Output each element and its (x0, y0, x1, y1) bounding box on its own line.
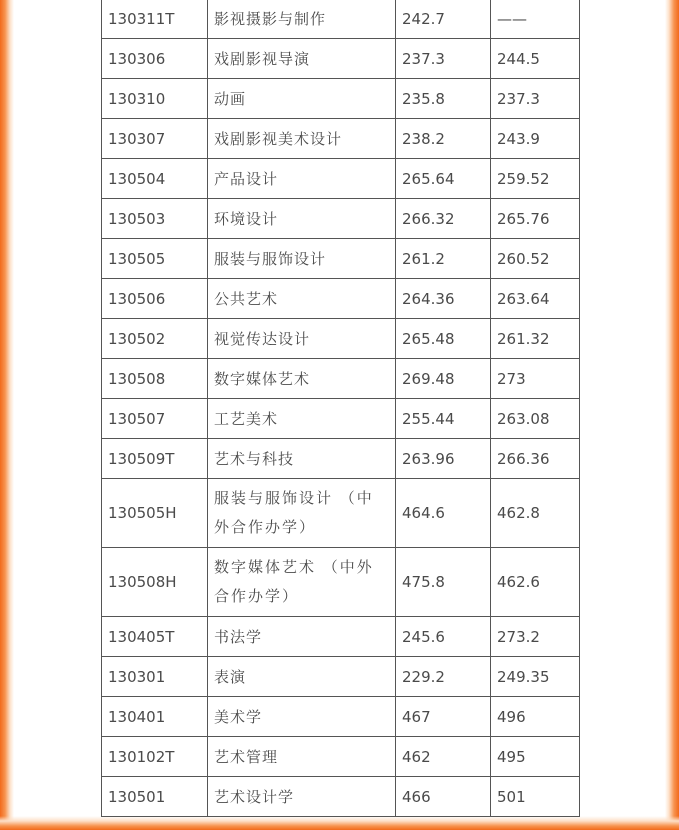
score-cell: 462 (396, 737, 491, 777)
score-cell: 269.48 (396, 359, 491, 399)
table-row (102, 777, 580, 817)
score-cell: 263.64 (491, 279, 580, 319)
score-cell: 266.36 (491, 439, 580, 479)
major-code-cell: 130508H (102, 548, 208, 617)
score-cell: 261.2 (396, 239, 491, 279)
major-code-cell: 130505H (102, 479, 208, 548)
major-name-cell: 工艺美术 (208, 399, 396, 439)
table-row (102, 617, 580, 657)
table-row (102, 399, 580, 439)
score-cell: 229.2 (396, 657, 491, 697)
score-cell: 235.8 (396, 79, 491, 119)
score-cell: 260.52 (491, 239, 580, 279)
major-name-cell: 戏剧影视导演 (208, 39, 396, 79)
major-name-cell: 戏剧影视美术设计 (208, 119, 396, 159)
table-row (102, 39, 580, 79)
score-cell: 462.6 (491, 548, 580, 617)
score-cell: 467 (396, 697, 491, 737)
table-row (102, 79, 580, 119)
score-cell: 244.5 (491, 39, 580, 79)
major-name-cell: 视觉传达设计 (208, 319, 396, 359)
major-name-cell: 艺术设计学 (208, 777, 396, 817)
major-name-cell: 影视摄影与制作 (208, 0, 396, 39)
table-row (102, 319, 580, 359)
major-name-cell: 服装与服饰设计 （中外合作办学） (208, 479, 396, 548)
major-name-cell: 数字媒体艺术 (208, 359, 396, 399)
major-name-cell: 表演 (208, 657, 396, 697)
score-cell: 237.3 (491, 79, 580, 119)
major-code-cell: 130507 (102, 399, 208, 439)
score-cell: 266.32 (396, 199, 491, 239)
score-cell: 265.64 (396, 159, 491, 199)
major-code-cell: 130307 (102, 119, 208, 159)
frame-left-edge (0, 0, 14, 830)
table-row (102, 548, 580, 617)
major-code-cell: 130301 (102, 657, 208, 697)
major-name-cell: 数字媒体艺术 （中外合作办学） (208, 548, 396, 617)
table-row (102, 657, 580, 697)
major-name-cell: 产品设计 (208, 159, 396, 199)
major-code-cell: 130503 (102, 199, 208, 239)
score-cell: 255.44 (396, 399, 491, 439)
major-code-cell: 130401 (102, 697, 208, 737)
table-row (102, 239, 580, 279)
score-cell: 259.52 (491, 159, 580, 199)
score-cell: 495 (491, 737, 580, 777)
score-cell: 261.32 (491, 319, 580, 359)
score-cell: 265.76 (491, 199, 580, 239)
major-code-cell: 130310 (102, 79, 208, 119)
major-code-cell: 130311T (102, 0, 208, 39)
score-cell: 264.36 (396, 279, 491, 319)
major-code-cell: 130504 (102, 159, 208, 199)
score-cell: —— (491, 0, 580, 39)
score-cell: 273.2 (491, 617, 580, 657)
major-name-cell: 公共艺术 (208, 279, 396, 319)
score-cell: 243.9 (491, 119, 580, 159)
table-row (102, 119, 580, 159)
score-cell: 237.3 (396, 39, 491, 79)
score-cell: 496 (491, 697, 580, 737)
major-name-cell: 艺术管理 (208, 737, 396, 777)
major-code-cell: 130501 (102, 777, 208, 817)
score-cell: 242.7 (396, 0, 491, 39)
score-cell: 462.8 (491, 479, 580, 548)
score-cell: 245.6 (396, 617, 491, 657)
score-cell: 238.2 (396, 119, 491, 159)
frame-bottom-edge (0, 816, 679, 830)
score-table-body (102, 0, 580, 817)
score-cell: 263.96 (396, 439, 491, 479)
major-code-cell: 130102T (102, 737, 208, 777)
major-name-cell: 动画 (208, 79, 396, 119)
major-name-cell: 美术学 (208, 697, 396, 737)
table-row (102, 697, 580, 737)
major-code-cell: 130509T (102, 439, 208, 479)
major-code-cell: 130508 (102, 359, 208, 399)
major-name-cell: 服装与服饰设计 (208, 239, 396, 279)
table-row (102, 0, 580, 39)
score-cell: 273 (491, 359, 580, 399)
score-cell: 265.48 (396, 319, 491, 359)
table-row (102, 279, 580, 319)
score-cell: 249.35 (491, 657, 580, 697)
score-cell: 466 (396, 777, 491, 817)
major-name-cell: 环境设计 (208, 199, 396, 239)
major-name-cell: 艺术与科技 (208, 439, 396, 479)
major-code-cell: 130505 (102, 239, 208, 279)
major-code-cell: 130306 (102, 39, 208, 79)
table-row (102, 199, 580, 239)
score-cell: 464.6 (396, 479, 491, 548)
table-row (102, 159, 580, 199)
table-row (102, 737, 580, 777)
table-row (102, 359, 580, 399)
major-code-cell: 130506 (102, 279, 208, 319)
score-table (101, 0, 580, 817)
score-cell: 475.8 (396, 548, 491, 617)
major-code-cell: 130405T (102, 617, 208, 657)
table-row (102, 479, 580, 548)
major-name-cell: 书法学 (208, 617, 396, 657)
frame-right-edge (665, 0, 679, 830)
major-code-cell: 130502 (102, 319, 208, 359)
table-row (102, 439, 580, 479)
score-cell: 501 (491, 777, 580, 817)
score-cell: 263.08 (491, 399, 580, 439)
